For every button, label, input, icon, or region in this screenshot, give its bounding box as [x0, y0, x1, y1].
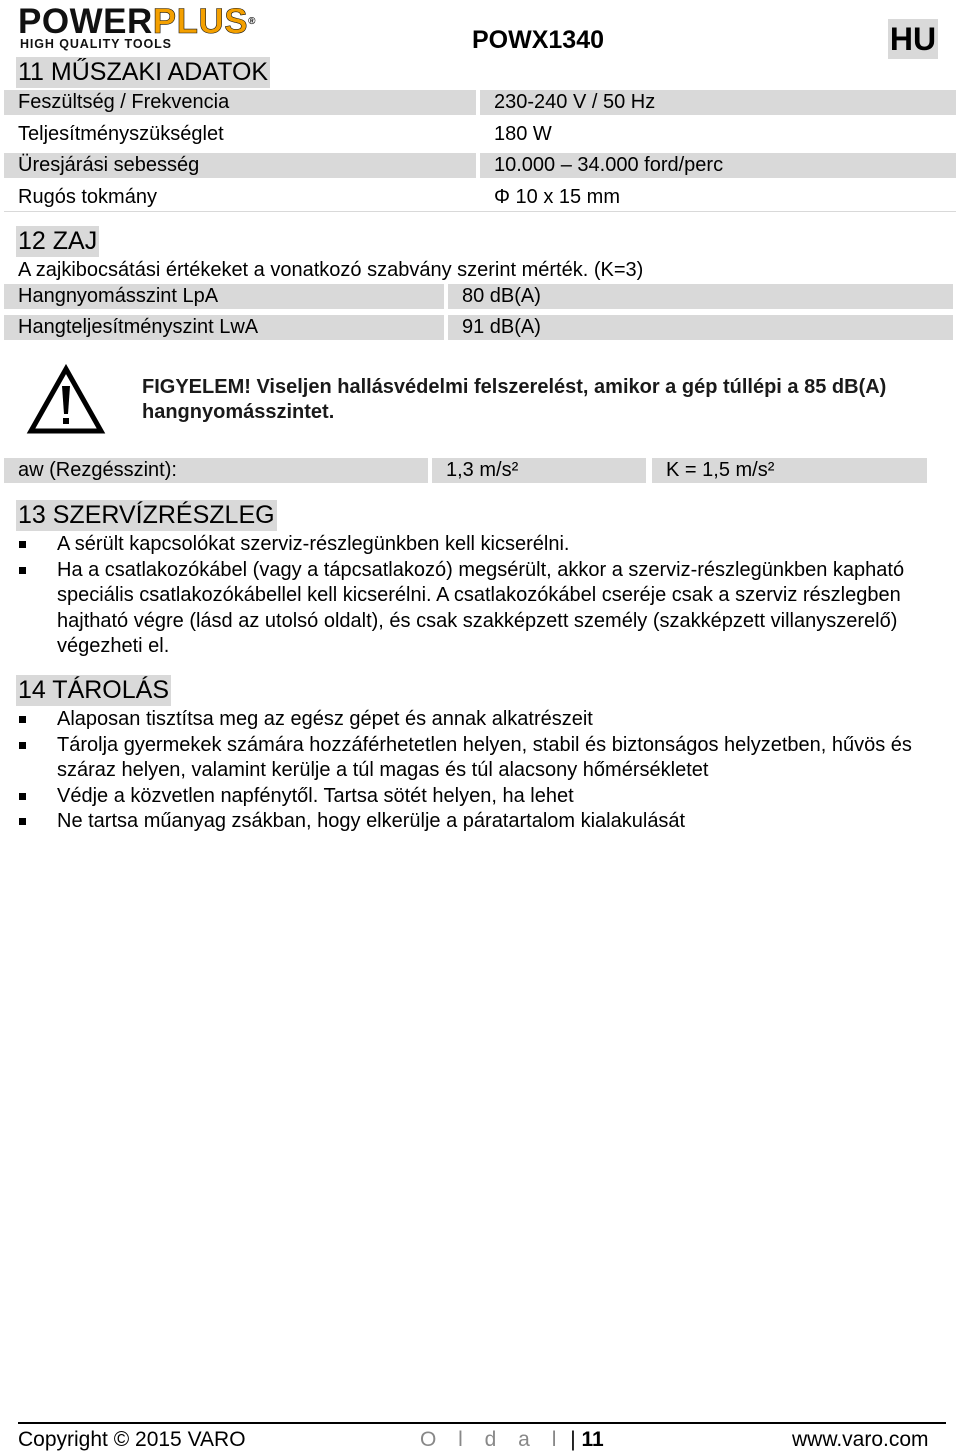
- noise-label-lpa: Hangnyomásszint LpA: [4, 284, 444, 309]
- spec-label-power: Teljesítményszükséglet: [18, 123, 224, 145]
- vibration-label: aw (Rezgésszint):: [4, 458, 428, 483]
- footer-page: [420, 1428, 604, 1452]
- section-11-heading: 11 MŰSZAKI ADATOK: [18, 58, 269, 86]
- spec-value-power: 180 W: [494, 123, 552, 145]
- bullet-square-icon: [19, 567, 26, 574]
- page-number: 11: [581, 1428, 604, 1451]
- spec-value-voltage: 230-240 V / 50 Hz: [480, 90, 956, 115]
- bullet-square-icon: [19, 742, 26, 749]
- logo-plus-text: PLUS: [152, 2, 249, 41]
- table-divider: [4, 211, 956, 212]
- spec-label-chuck: Rugós tokmány: [18, 186, 157, 208]
- noise-label-lwa: Hangteljesítményszint LwA: [4, 315, 444, 340]
- section-13-heading: 13 SZERVÍZRÉSZLEG: [18, 501, 275, 529]
- language-badge: HU: [889, 21, 937, 57]
- footer-copyright: Copyright © 2015 VARO: [18, 1428, 246, 1451]
- list-item: A sérült kapcsolókat szerviz-részlegünkben kell kicserélni.: [18, 532, 938, 558]
- footer-divider: [18, 1422, 946, 1424]
- spec-value-chuck: Φ 10 x 15 mm: [494, 186, 620, 208]
- section-14-heading: 14 TÁROLÁS: [18, 676, 170, 704]
- logo-tagline: HIGH QUALITY TOOLS: [20, 37, 172, 51]
- list-item: Védje a közvetlen napfénytől. Tartsa sötét helyen, ha lehet: [18, 784, 938, 810]
- list-item: Tárolja gyermekek számára hozzáférhetetlen helyen, stabil és biztonságos helyzetben, hűvös és száraz helyen, valamint kerülje a túl magas és túl alacsony hőmérsékletet: [18, 733, 938, 784]
- hearing-protection-warning: FIGYELEM! Viseljen hallásvédelmi felszerelést, amikor a gép túllépi a 85 dB(A) hangnyomásszintet.: [142, 376, 887, 423]
- vibration-value: 1,3 m/s²: [432, 458, 646, 483]
- warning-triangle-icon: [26, 364, 106, 436]
- list-item: Ne tartsa műanyag zsákban, hogy elkerülje a páratartalom kialakulását: [18, 809, 938, 835]
- footer-page-word: O l d a l: [420, 1428, 565, 1451]
- powerplus-logo: [18, 2, 293, 51]
- list-item: Alaposan tisztítsa meg az egész gépet és annak alkatrészeit: [18, 707, 938, 733]
- logo-registered-mark: ®: [248, 16, 256, 27]
- logo-wordmark: [18, 2, 256, 42]
- bullet-square-icon: [19, 793, 26, 800]
- noise-intro: A zajkibocsátási értékeket a vonatkozó szabvány szerint mérték. (K=3): [18, 259, 644, 281]
- section-12-heading: 12 ZAJ: [18, 227, 98, 255]
- spec-label-speed: Üresjárási sebesség: [4, 153, 476, 178]
- bullet-square-icon: [19, 541, 26, 548]
- spec-value-speed: 10.000 – 34.000 ford/perc: [480, 153, 956, 178]
- bullet-square-icon: [19, 818, 26, 825]
- noise-value-lpa: 80 dB(A): [448, 284, 953, 309]
- noise-value-lwa: 91 dB(A): [448, 315, 953, 340]
- footer-website-link[interactable]: www.varo.com: [792, 1428, 929, 1451]
- model-number: POWX1340: [472, 26, 605, 54]
- list-item: Ha a csatlakozókábel (vagy a tápcsatlakozó) megsérült, akkor a szerviz-részlegünkben kapható speciális csatlakozókábellel kell kicserélni. A csatlakozókábel cseréje csak a szerviz részlegben hajtható végre (lásd az utolsó oldalt), és csak szakképzett személy (szakképzett villanyszerelő) végezheti el.: [18, 558, 938, 660]
- vibration-uncertainty: K = 1,5 m/s²: [652, 458, 927, 483]
- storage-list: [18, 707, 938, 835]
- service-list: [18, 532, 938, 660]
- bullet-square-icon: [19, 716, 26, 723]
- spec-label-voltage: Feszültség / Frekvencia: [4, 90, 476, 115]
- logo-power-text: POWER: [18, 2, 153, 41]
- footer-page-separator: |: [570, 1428, 576, 1451]
